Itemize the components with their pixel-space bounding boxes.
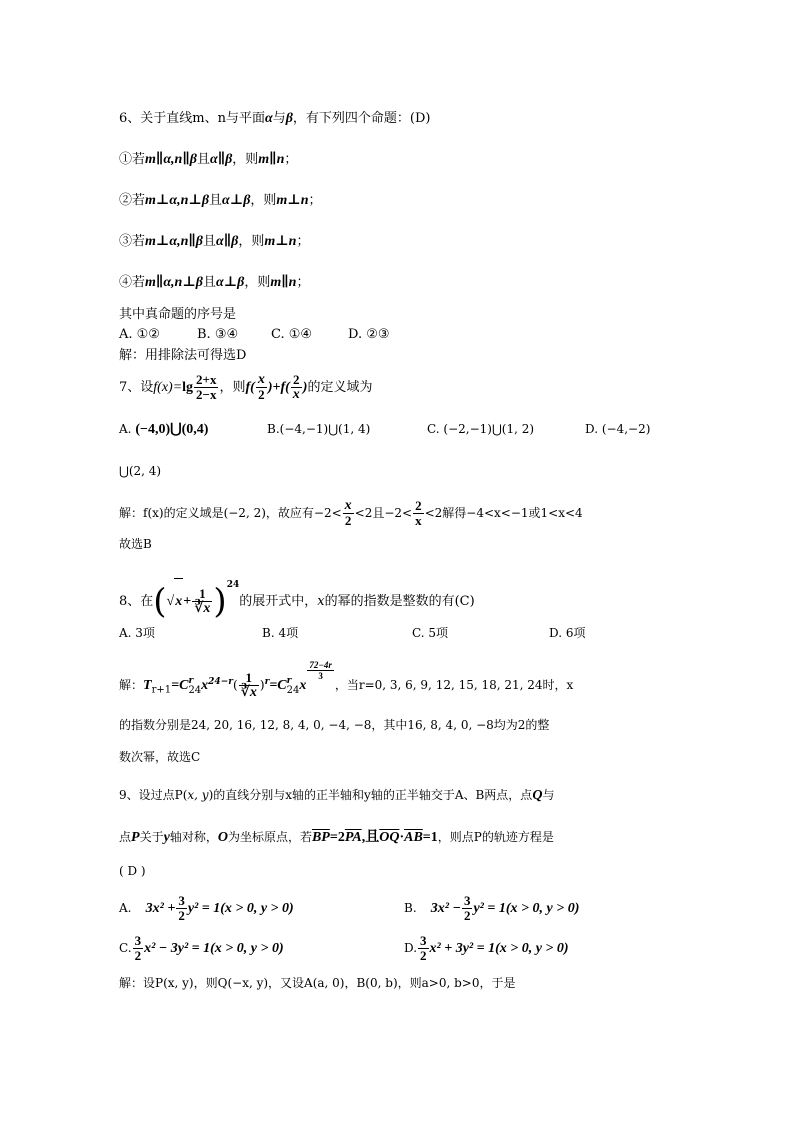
q6-alpha: α	[264, 111, 273, 126]
prop-then: ，则	[250, 193, 277, 208]
q7-expr-mid: )+f(	[267, 380, 290, 395]
fraction-numerator: 2	[291, 373, 302, 388]
sol-x: x	[201, 678, 209, 693]
q9-answer: ( D )	[119, 864, 146, 878]
option-label: D.	[404, 941, 418, 955]
prop-condition-2: α∥β	[215, 234, 239, 249]
q8-x: x	[317, 594, 325, 609]
prop-conclusion: m∥n	[270, 275, 297, 290]
q9-Q: Q	[532, 788, 543, 803]
sqrt-radicand: x	[174, 578, 183, 625]
sol-C-sup: r	[188, 675, 194, 686]
q7-then: ，则	[219, 380, 246, 395]
prop-and: 且	[202, 275, 216, 290]
q6-yu: 与	[272, 111, 286, 126]
q9-option-c	[119, 930, 284, 967]
fraction-denominator: x	[415, 513, 422, 528]
q8-option-c: C. 5项	[412, 626, 449, 640]
fraction-denominator: 2	[344, 513, 352, 528]
prop-end: ；	[296, 275, 310, 290]
q7-stem	[119, 370, 372, 406]
option-fraction	[176, 894, 187, 923]
q6-prop-1	[119, 151, 297, 169]
fraction-denominator: 2	[420, 948, 427, 963]
sol-C-sub: 24	[188, 684, 202, 696]
q9-option-b	[404, 890, 579, 927]
q9-line2	[119, 828, 554, 847]
q7-lg: lg	[182, 380, 194, 395]
q7-option-a	[119, 420, 208, 439]
fraction-numerator: 3	[420, 933, 427, 948]
sol-eq-C-2: =C	[269, 678, 287, 693]
fraction-numerator: 72−4r	[309, 660, 332, 670]
q7-solution-line2: 故选B	[119, 537, 152, 551]
q7-expr-end: )	[302, 380, 308, 395]
prop-then: ，则	[244, 275, 271, 290]
q8-sol-tail: ，当r=0, 3, 6, 9, 12, 15, 18, 21, 24时，x	[334, 678, 574, 692]
q8-power: 24	[226, 580, 240, 590]
option-value: (−4,0)⋃(0,4)	[135, 422, 209, 437]
q6-ask: 其中真命题的序号是	[119, 307, 237, 322]
fraction-denominator: 3	[318, 671, 323, 681]
vector-OQ: $\overline{OQ}$	[379, 830, 400, 845]
fraction-numerator: 1	[239, 671, 259, 686]
right-paren: )	[213, 581, 227, 622]
sol-C2-sub: 24	[286, 684, 300, 696]
prop-condition-2: α⊥β	[215, 275, 245, 290]
q9-y: y	[163, 830, 170, 845]
prop-prefix: ①若	[119, 152, 146, 167]
prop-condition-2: α⊥β	[222, 193, 251, 208]
q9-xy: x, y	[187, 788, 209, 802]
fraction-numerator: x	[344, 498, 352, 513]
q7-option-d-cont: ⋃(2, 4)	[119, 464, 162, 478]
sol-x2: x	[299, 678, 307, 693]
prop-end: ；	[308, 193, 322, 208]
fraction-denominator: ∛x	[240, 685, 257, 700]
q7-option-b: B.(−4,−1)⋃(1, 4)	[267, 422, 371, 436]
q7-expr-frac-2	[291, 373, 302, 402]
prop-condition-2: α∥β	[209, 152, 233, 167]
fraction-denominator: 2	[178, 908, 185, 923]
fraction-numerator: 2+x	[196, 372, 217, 387]
sol-paren-open: (	[232, 678, 238, 692]
q8-stem-mid: 的展开式中，	[239, 594, 318, 609]
q6-solution: 解：用排除法可得选D	[119, 348, 247, 363]
q7-solution	[119, 495, 583, 531]
q6-prop-2	[119, 192, 322, 210]
option-fraction	[418, 934, 429, 963]
prop-and: 且	[196, 152, 210, 167]
q6-stem-end: ，有下列四个命题：(D)	[292, 111, 431, 126]
option-label: C.	[119, 941, 132, 955]
fraction-denominator: 2	[463, 908, 471, 923]
option-label: B.	[404, 901, 417, 915]
q9-option-d	[404, 930, 569, 967]
prop-end: ；	[296, 234, 310, 249]
q8-plus: +	[183, 594, 192, 609]
prop-and: 且	[209, 193, 223, 208]
prop-prefix: ②若	[119, 193, 146, 208]
left-paren: (	[153, 581, 167, 622]
sol-T-sub: r+1	[151, 684, 172, 696]
option-fraction	[462, 894, 473, 923]
option-expr-post: y² = 1(x > 0, y > 0)	[473, 901, 580, 916]
option-expr-post: x² − 3y² = 1(x > 0, y > 0)	[144, 941, 284, 956]
q6-option-d: D. ②③	[348, 327, 390, 342]
q7-sol-pre: 解：f(x)的定义域是(−2, 2)，故应有−2<	[119, 506, 342, 520]
vector-AB: $\overline{AB}$	[404, 830, 423, 845]
q6-option-a: A. ①②	[119, 327, 160, 342]
q8-stem-end: 的幂的指数是整数的有(C)	[324, 594, 475, 609]
q8-option-a: A. 3项	[119, 626, 155, 640]
q7-sol-frac-2	[413, 499, 424, 528]
sol-C-indices	[188, 676, 201, 696]
q6-stem	[119, 110, 431, 128]
q9-and: ,且	[361, 830, 380, 845]
option-expr-post: y² = 1(x > 0, y > 0)	[187, 901, 294, 916]
q8-option-b: B. 4项	[262, 626, 299, 640]
fraction-denominator: 2	[134, 948, 142, 963]
q6-beta: β	[285, 111, 293, 126]
fraction-numerator: x	[257, 372, 265, 387]
fraction-denominator: 2	[258, 387, 265, 402]
fraction-denominator: ∛x	[194, 601, 211, 616]
q9-line1-end: 与	[542, 788, 555, 802]
q8-fraction	[192, 587, 212, 616]
option-label: A.	[119, 422, 132, 436]
prop-prefix: ③若	[119, 234, 146, 249]
sol-exponent-fraction	[307, 660, 333, 681]
q8-option-d: D. 6项	[549, 626, 586, 640]
q9-line2-end: ，则点P的轨迹方程是	[437, 830, 554, 844]
q6-option-c: C. ①④	[271, 327, 313, 342]
option-expr-pre: 3x² +	[145, 901, 176, 916]
q9-line1-pre: 9、设过点P(	[119, 788, 188, 802]
q9-line2-b: 轴对称，	[169, 830, 218, 844]
prop-condition: m⊥α,n⊥β	[145, 193, 209, 208]
sol-C2-sup: r	[286, 675, 292, 686]
q9-dot: ·	[399, 830, 405, 845]
q8-solution-line3: 数次幂，故选C	[119, 750, 201, 764]
sol-C2-indices	[287, 676, 300, 696]
option-expr-post: x² + 3y² = 1(x > 0, y > 0)	[429, 941, 569, 956]
sol-x-sup: 24−r	[208, 677, 233, 687]
sol-fraction	[239, 671, 259, 700]
q9-line1	[119, 786, 554, 805]
prop-conclusion: m⊥n	[276, 193, 309, 208]
q6-option-b: B. ③④	[197, 327, 239, 342]
q7-option-c: C. (−2,−1)⋃(1, 2)	[427, 422, 535, 436]
fraction-numerator: 2	[415, 498, 422, 513]
q7-log-fraction	[194, 373, 218, 402]
q9-eq1: =1	[422, 830, 438, 845]
sqrt-symbol: √	[166, 594, 175, 609]
fraction-numerator: 3	[463, 893, 471, 908]
q9-eq2: =2	[329, 830, 345, 845]
q7-stem-end: 的定义域为	[307, 380, 373, 395]
vector-PA: $\overline{PA}$	[344, 830, 362, 845]
q9-P: P	[131, 830, 140, 845]
sol-paren-close: )	[259, 678, 265, 692]
q8-solution-line2: 的指数分别是24, 20, 16, 12, 8, 4, 0, −4, −8，其中16, 8, 4, 0, −8均为2的整	[119, 718, 550, 732]
q6-prop-4	[119, 274, 309, 292]
prop-prefix: ④若	[119, 275, 146, 290]
prop-and: 且	[202, 234, 216, 249]
fraction-numerator: 1	[192, 587, 212, 602]
prop-conclusion: m∥n	[258, 152, 285, 167]
prop-then: ，则	[232, 152, 259, 167]
q9-line1-mid: )的直线分别与x轴的正半轴和y轴的正半轴交于A、B两点，点	[208, 788, 533, 802]
q6-stem-text: 6、关于直线m、n与平面	[119, 111, 265, 126]
q9-line2-pre: 点	[119, 830, 132, 844]
q7-option-d: D. (−4,−2)	[585, 422, 651, 436]
prop-condition: m⊥α,n∥β	[145, 234, 203, 249]
q7-sol-end: <2解得−4<x<−1或1<x<4	[424, 506, 583, 520]
q9-option-a	[119, 890, 294, 927]
prop-conclusion: m⊥n	[264, 234, 297, 249]
option-label: A.	[119, 901, 132, 915]
sol-r: r	[264, 677, 270, 687]
q7-sol-mid: <2且−2<	[354, 506, 413, 520]
q7-sol-frac-1	[343, 499, 354, 528]
vector-BP: $\overline{BP}$	[311, 830, 330, 845]
option-expr-pre: 3x² −	[430, 901, 461, 916]
q9-O: O	[217, 830, 228, 845]
q7-stem-pre: 7、设	[119, 380, 154, 395]
q9-line2-a: 关于	[139, 830, 164, 844]
q8-sol-pre: 解：	[119, 678, 144, 692]
q8-solution	[119, 660, 573, 710]
prop-end: ；	[284, 152, 298, 167]
prop-then: ，则	[238, 234, 265, 249]
q9-line2-c: 为坐标原点，若	[227, 830, 312, 844]
q7-expr-f1: f(	[245, 380, 255, 395]
fraction-denominator: x	[292, 387, 300, 402]
fraction-numerator: 3	[178, 893, 185, 908]
prop-condition: m∥α,n⊥β	[145, 275, 203, 290]
prop-condition: m∥α,n∥β	[145, 152, 197, 167]
fraction-denominator: 2−x	[196, 387, 217, 402]
q7-fx: f(x)=	[153, 380, 183, 395]
q8-stem-pre: 8、在	[119, 594, 154, 609]
option-fraction	[133, 934, 144, 963]
sol-T: T	[143, 678, 152, 693]
q6-prop-3	[119, 233, 309, 251]
fraction-numerator: 3	[134, 933, 142, 948]
sol-eq-C: =C	[171, 678, 189, 693]
q7-expr-frac-1	[256, 373, 267, 402]
q9-solution: 解：设P(x, y)，则Q(−x, y)，又设A(a, 0)，B(0, b)，则a>0, b>0，于是	[119, 976, 516, 990]
q8-stem	[119, 562, 475, 625]
